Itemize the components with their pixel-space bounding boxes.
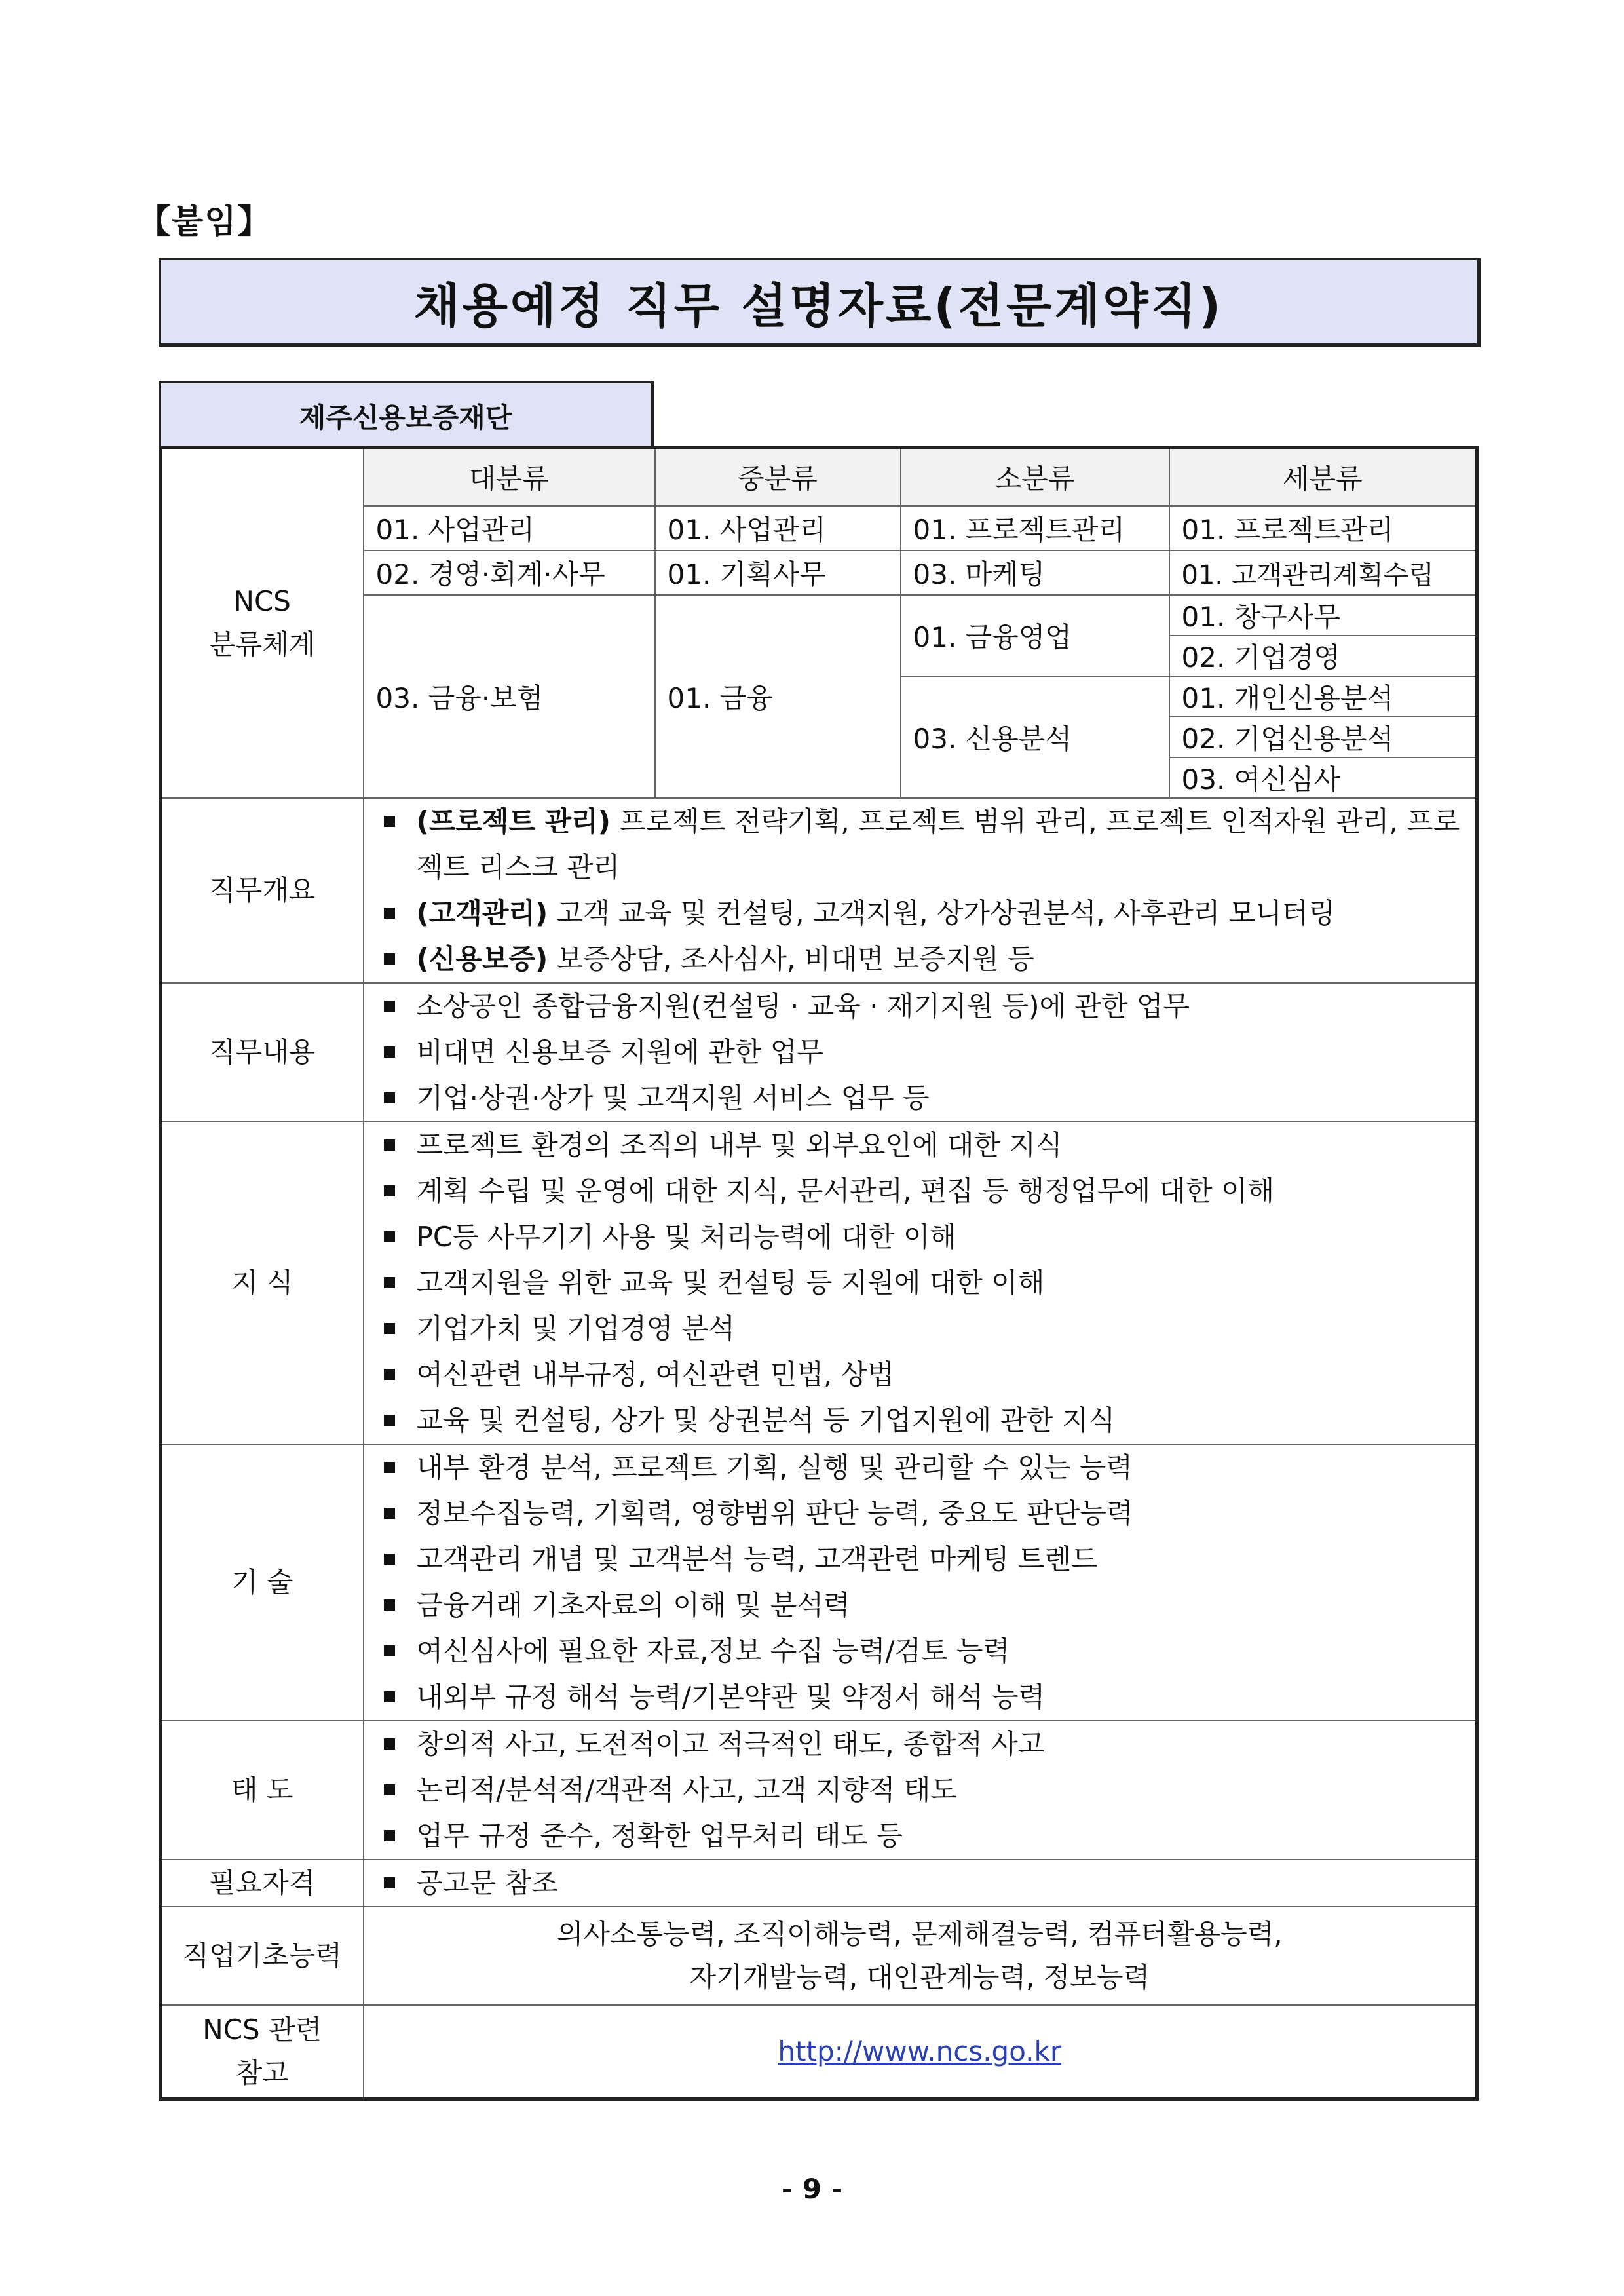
list-item: 논리적/분석적/객관적 사고, 고객 지향적 태도: [376, 1767, 1464, 1813]
header-middle: 중분류: [655, 448, 901, 507]
job-description-table: [159, 446, 1479, 2101]
list-item: 내외부 규정 해석 능력/기본약관 및 약정서 해석 능력: [376, 1674, 1464, 1720]
ncs-cell: 02. 경영·회계·사무: [364, 550, 655, 595]
qualification-label: 필요자격: [161, 1860, 364, 1907]
list-item: 공고문 참조: [376, 1860, 1464, 1906]
basic-ability-line1: 의사소통능력, 조직이해능력, 문제해결능력, 컴퓨터활용능력,: [556, 1918, 1283, 1950]
ncs-cell-minor: 03. 신용분석: [901, 676, 1169, 798]
ncs-cell: 03. 여신심사: [1169, 757, 1477, 798]
ncs-cell: 01. 사업관리: [364, 506, 655, 550]
job-content-content: [364, 983, 1477, 1122]
ncs-cell: 01. 프로젝트관리: [1169, 506, 1477, 550]
knowledge-label: 지 식: [161, 1122, 364, 1444]
list-item: 비대면 신용보증 지원에 관한 업무: [376, 1029, 1464, 1075]
ncs-reference-label-line1: NCS 관련: [202, 2014, 322, 2046]
list-item: 금융거래 기초자료의 이해 및 분석력: [376, 1582, 1464, 1628]
skills-row: [161, 1444, 1477, 1721]
list-item: PC등 사무기기 사용 및 처리능력에 대한 이해: [376, 1214, 1464, 1260]
header-major: 대분류: [364, 448, 655, 507]
job-overview-content: [364, 798, 1477, 983]
header-detail: 세분류: [1169, 448, 1477, 507]
attitude-label: 태 도: [161, 1721, 364, 1860]
ncs-cell-major: 03. 금융·보험: [364, 595, 655, 798]
document-title: 채용예정 직무 설명자료(전문계약직): [413, 278, 1224, 334]
ncs-cell: 01. 고객관리계획수립: [1169, 550, 1477, 595]
organization-tab: 제주신용보증재단: [159, 381, 654, 448]
ncs-cell-middle: 01. 금융: [655, 595, 901, 798]
list-item: 기업·상권·상가 및 고객지원 서비스 업무 등: [376, 1075, 1464, 1121]
list-item: 여신심사에 필요한 자료,정보 수집 능력/검토 능력: [376, 1628, 1464, 1674]
skills-label: 기 술: [161, 1444, 364, 1721]
job-content-row: [161, 983, 1477, 1122]
qualification-content: [364, 1860, 1477, 1907]
ncs-cell: 01. 개인신용분석: [1169, 676, 1477, 717]
list-item: 창의적 사고, 도전적이고 적극적인 태도, 종합적 사고: [376, 1721, 1464, 1767]
basic-ability-row: [161, 1907, 1477, 2005]
list-item: (프로젝트 관리) 프로젝트 전략기획, 프로젝트 범위 관리, 프로젝트 인적자원 관리, 프로젝트 리스크 관리: [376, 799, 1464, 890]
attachment-label: 【붙임】: [138, 202, 272, 240]
ncs-label-line2: 분류체계: [209, 628, 316, 660]
list-item: 여신관련 내부규정, 여신관련 민법, 상법: [376, 1352, 1464, 1398]
attitude-content: [364, 1721, 1477, 1860]
header-minor: 소분류: [901, 448, 1169, 507]
skills-content: [364, 1444, 1477, 1721]
list-item: 프로젝트 환경의 조직의 내부 및 외부요인에 대한 지식: [376, 1122, 1464, 1168]
ncs-cell: 01. 기획사무: [655, 550, 901, 595]
ncs-reference-content: [364, 2005, 1477, 2099]
ncs-cell: 02. 기업신용분석: [1169, 717, 1477, 757]
list-item: 내부 환경 분석, 프로젝트 기획, 실행 및 관리할 수 있는 능력: [376, 1445, 1464, 1491]
ncs-reference-label: [161, 2005, 364, 2099]
basic-ability-content: [364, 1907, 1477, 2005]
ncs-header-row: [161, 448, 1477, 507]
list-item: 기업가치 및 기업경영 분석: [376, 1306, 1464, 1352]
ncs-cell: 02. 기업경영: [1169, 636, 1477, 676]
ncs-cell: 03. 마케팅: [901, 550, 1169, 595]
list-item: 교육 및 컨설팅, 상가 및 상권분석 등 기업지원에 관한 지식: [376, 1398, 1464, 1444]
basic-ability-line2: 자기개발능력, 대인관계능력, 정보능력: [689, 1961, 1150, 1993]
page-number: - 9 -: [781, 2173, 843, 2205]
title-box: [159, 258, 1481, 347]
list-item: 고객지원을 위한 교육 및 컨설팅 등 지원에 대한 이해: [376, 1260, 1464, 1306]
ncs-cell: 01. 프로젝트관리: [901, 506, 1169, 550]
list-item: 계획 수립 및 운영에 대한 지식, 문서관리, 편집 등 행정업무에 대한 이해: [376, 1168, 1464, 1214]
list-item: 고객관리 개념 및 고객분석 능력, 고객관련 마케팅 트렌드: [376, 1537, 1464, 1582]
job-overview-row: [161, 798, 1477, 983]
ncs-link[interactable]: http://www.ncs.go.kr: [778, 2035, 1062, 2067]
job-content-label: 직무내용: [161, 983, 364, 1122]
attitude-row: [161, 1721, 1477, 1860]
ncs-reference-row: [161, 2005, 1477, 2099]
ncs-reference-label-line2: 참고: [235, 2057, 289, 2089]
ncs-cell: 01. 사업관리: [655, 506, 901, 550]
list-item: (고객관리) 고객 교육 및 컨설팅, 고객지원, 상가상권분석, 사후관리 모니터링: [376, 890, 1464, 936]
ncs-label-cell: [161, 448, 364, 799]
ncs-cell: 01. 창구사무: [1169, 595, 1477, 636]
list-item: (신용보증) 보증상담, 조사심사, 비대면 보증지원 등: [376, 936, 1464, 982]
list-item: 소상공인 종합금융지원(컨설팅 · 교육 · 재기지원 등)에 관한 업무: [376, 984, 1464, 1029]
ncs-label-line1: NCS: [233, 585, 291, 617]
qualification-row: [161, 1860, 1477, 1907]
basic-ability-label: 직업기초능력: [161, 1907, 364, 2005]
knowledge-row: [161, 1122, 1477, 1444]
list-item: 업무 규정 준수, 정확한 업무처리 태도 등: [376, 1813, 1464, 1859]
job-overview-label: 직무개요: [161, 798, 364, 983]
ncs-cell-minor: 01. 금융영업: [901, 595, 1169, 676]
list-item: 정보수집능력, 기획력, 영향범위 판단 능력, 중요도 판단능력: [376, 1491, 1464, 1537]
knowledge-content: [364, 1122, 1477, 1444]
